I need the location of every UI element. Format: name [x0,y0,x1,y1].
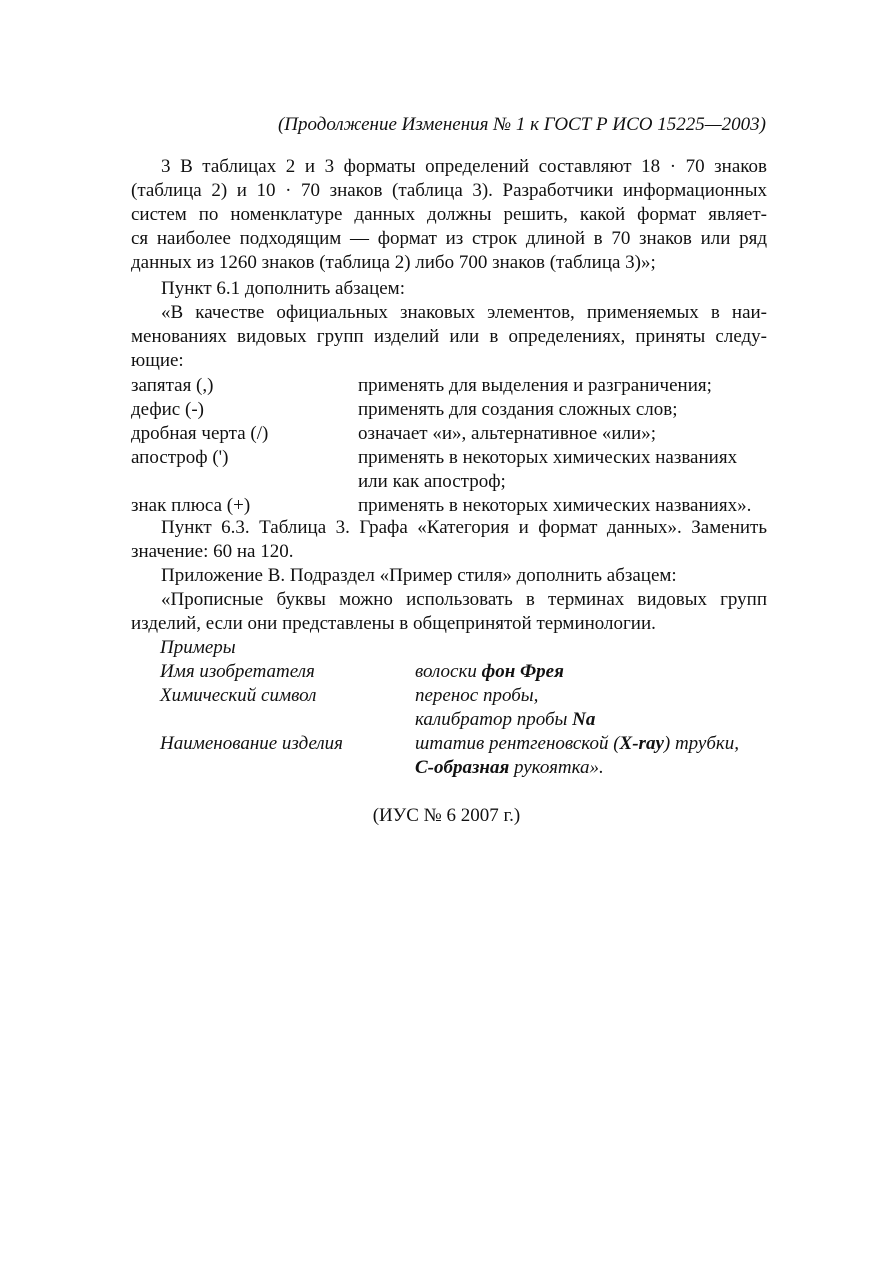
paragraph-formats [131,155,767,275]
value-text: рукоятка». [509,757,604,778]
value-text: перенос пробы, [415,685,539,706]
value-bold-text: фон Фрея [481,661,564,682]
sign-description: применять для создания сложных слов; [358,399,678,420]
sign-term: дробная черта (/) [131,423,269,444]
page-header: (Продолжение Изменения № 1 к ГОСТ Р ИСО 15225—2003) [277,114,766,135]
text-line: 3 В таблицах 2 и 3 форматы определений составляют 18 · 70 знаков [161,156,767,177]
example-value [415,732,739,756]
text-line: «В качестве официальных знаковых элементов, применяемых в наи- [161,302,767,323]
example-row [160,660,770,684]
sign-term: запятая (,) [131,375,214,396]
text-line: «Прописные буквы можно использовать в терминах видовых групп [161,589,767,610]
paragraph-point-6-3 [131,516,767,564]
text-line: или как апостроф; [358,471,506,492]
example-key: Химический символ [160,685,317,706]
examples-block [160,636,770,780]
paragraph-appendix-b: Приложение В. Подраздел «Пример стиля» дополнить абзацем: [161,565,677,586]
value-text: волоски [415,661,482,682]
sign-list [131,374,767,518]
list-item [131,494,767,518]
example-row [160,708,770,732]
examples-heading: Примеры [160,637,236,658]
list-item [131,422,767,446]
paragraph-point-6-1: Пункт 6.1 дополнить абзацем: [161,278,405,299]
text-line: значение: 60 на 120. [131,541,294,562]
paragraph-sign-elements [131,301,767,373]
value-bold-text: Na [572,709,596,730]
sign-description: применять для выделения и разграничения; [358,375,712,396]
text-line: применять в некоторых химических названиях [358,447,738,468]
example-value [415,684,538,708]
sign-term: апостроф (') [131,447,229,468]
paragraph-capital-letters [131,588,767,636]
text-line: (таблица 2) и 10 · 70 знаков (таблица 3). Разработчики информационных [131,180,767,201]
text-line: изделий, если они представлены в общепринятой терминологии. [131,613,656,634]
list-item [131,374,767,398]
sign-term: знак плюса (+) [131,495,251,516]
value-text: штатив рентгеновской ( [415,733,620,754]
sign-term: дефис (-) [131,399,204,420]
text-line: Пункт 6.3. Таблица 3. Графа «Категория и формат данных». Заменить [161,517,767,538]
sign-description [358,446,767,494]
example-value [415,756,604,780]
example-key: Имя изобретателя [160,661,315,682]
page-footer-ius: (ИУС № 6 2007 г.) [372,805,521,826]
example-key: Наименование изделия [160,733,344,754]
text-line: систем по номенклатуре данных должны решить, какой формат являет- [131,204,767,225]
sign-description: применять в некоторых химических названиях». [358,495,752,516]
list-item [131,446,767,494]
example-value [415,708,595,732]
text-line: ющие: [131,350,184,371]
text-line: данных из 1260 знаков (таблица 2) либо 700 знаков (таблица 3)»; [131,252,656,273]
value-text: ) трубки, [663,733,740,754]
example-row [160,732,770,756]
text-line: ся наиболее подходящим — формат из строк длиной в 70 знаков или ряд [131,228,767,249]
value-text: калибратор пробы [415,709,573,730]
example-row [160,684,770,708]
text-line: менованиях видовых групп изделий или в определениях, приняты следу- [131,326,767,347]
example-value [415,660,564,684]
example-row [160,756,770,780]
sign-description: означает «и», альтернативное «или»; [358,423,656,444]
value-bold-text: С-образная [415,757,510,778]
list-item [131,398,767,422]
value-bold-text: X-ray [619,733,664,754]
